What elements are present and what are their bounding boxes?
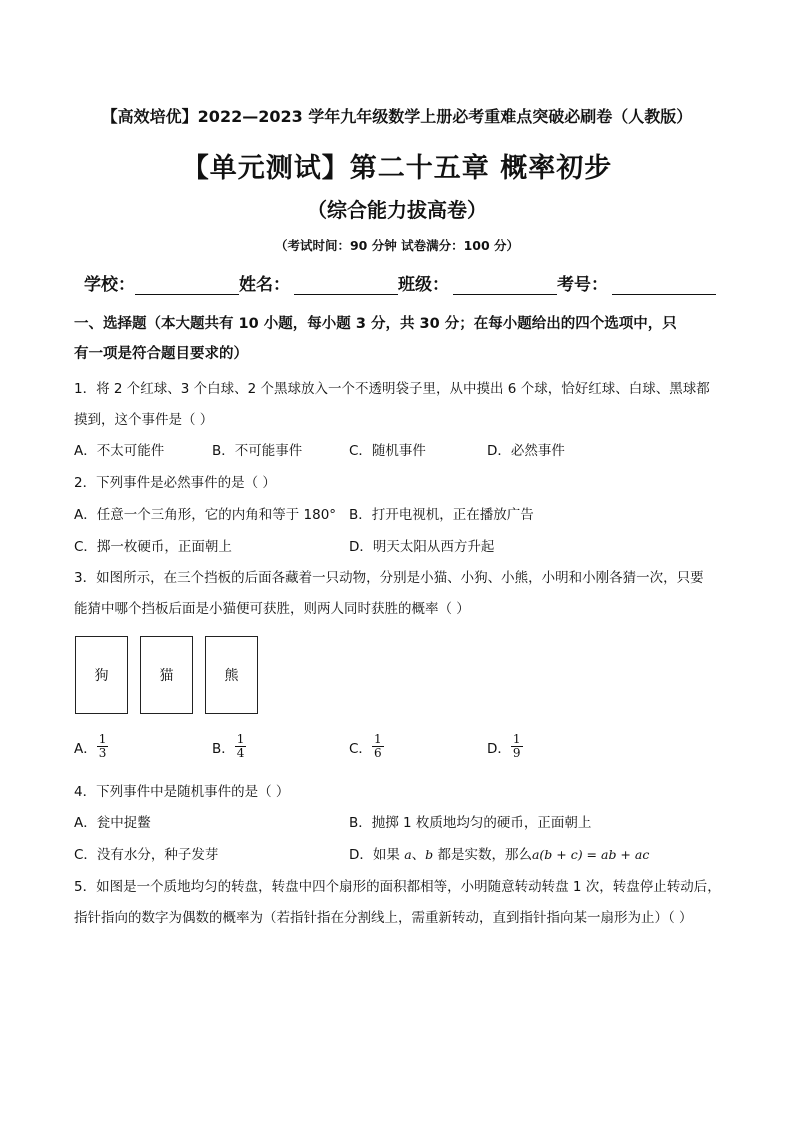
page-subtitle: （综合能力拔高卷） xyxy=(307,198,487,222)
q1-option-a[interactable]: A．不太可能件 xyxy=(74,443,165,459)
q3-option-b-den: 4 xyxy=(236,746,245,760)
q5-stem-line2: 指针指向的数字为偶数的概率为（若指针指在分割线上，需重新转动，直到指针指向某一扇形为止）（ ） xyxy=(74,910,693,926)
q1-option-b[interactable]: B．不可能事件 xyxy=(212,443,303,459)
q1-option-c[interactable]: C．随机事件 xyxy=(349,443,426,459)
card-dog xyxy=(75,636,128,714)
q4-option-b[interactable]: B．抛掷 1 枚质地均匀的硬币，正面朝上 xyxy=(349,815,592,831)
q3-option-b[interactable] xyxy=(212,733,246,760)
q3-option-c[interactable] xyxy=(349,733,384,760)
q2-option-d[interactable]: D．明天太阳从西方升起 xyxy=(349,539,495,555)
page-title: 【单元测试】第二十五章 概率初步 xyxy=(181,153,613,184)
q4-option-d-var-a: a xyxy=(404,847,412,862)
q2-option-a[interactable]: A．任意一个三角形，它的内角和等于 180° xyxy=(74,507,337,523)
q3-option-d-label: D． xyxy=(487,740,511,757)
q1-option-d[interactable]: D．必然事件 xyxy=(487,443,565,459)
q3-option-d-den: 9 xyxy=(512,746,521,760)
school-label: 学校： xyxy=(84,275,135,295)
q3-stem-line2: 能猜中哪个挡板后面是小猫便可获胜，则两人同时获胜的概率（ ） xyxy=(74,601,470,617)
q3-option-a-num: 1 xyxy=(98,732,107,746)
q2-stem: 2．下列事件是必然事件的是（ ） xyxy=(74,475,276,491)
exam-no-label: 考号： xyxy=(557,275,608,295)
exam-info: （考试时间：90 分钟 试卷满分：100 分） xyxy=(274,238,520,253)
q3-option-b-fraction xyxy=(235,733,247,760)
q3-option-c-num: 1 xyxy=(373,732,382,746)
student-info-row xyxy=(84,270,716,295)
q4-option-d-mid: 都是实数，那么 xyxy=(433,847,532,863)
series-title: 【高效培优】2022—2023 学年九年级数学上册必考重难点突破必刷卷（人教版） xyxy=(101,107,693,126)
q1-stem-line2: 摸到，这个事件是（ ） xyxy=(74,412,214,428)
q4-option-d-formula: a(b + c) = ab + ac xyxy=(531,847,650,862)
q4-option-d-var-b: b xyxy=(425,847,434,862)
q4-option-d-sep: 、 xyxy=(411,847,426,863)
card-cat xyxy=(140,636,193,714)
q3-option-b-num: 1 xyxy=(236,732,245,746)
card-bear-label: 熊 xyxy=(224,668,239,684)
q4-option-c[interactable]: C．没有水分，种子发芽 xyxy=(74,847,219,863)
q1-stem-line1: 1．将 2 个红球、3 个白球、2 个黑球放入一个不透明袋子里，从中摸出 6 个球，恰好红球、白球、黑球都 xyxy=(74,381,710,397)
q3-option-c-fraction xyxy=(372,733,384,760)
q3-option-a-label: A． xyxy=(74,740,97,757)
q3-option-d-fraction xyxy=(511,733,523,760)
class-label: 班级： xyxy=(398,275,449,295)
card-dog-label: 狗 xyxy=(94,668,109,684)
name-label: 姓名： xyxy=(239,275,290,295)
card-cat-label: 猫 xyxy=(159,668,174,684)
q3-option-d-num: 1 xyxy=(512,732,521,746)
q3-option-d[interactable] xyxy=(487,733,523,760)
name-blank[interactable] xyxy=(294,276,398,295)
q4-option-d-prefix: D．如果 xyxy=(349,847,405,863)
q4-option-d[interactable] xyxy=(349,843,649,863)
q3-option-a-fraction xyxy=(97,733,109,760)
card-bear xyxy=(205,636,258,714)
q5-stem-line1: 5．如图是一个质地均匀的转盘，转盘中四个扇形的面积都相等，小明随意转动转盘 1 次，转盘停止转动后， xyxy=(74,879,721,895)
q3-option-a-den: 3 xyxy=(98,746,107,760)
school-blank[interactable] xyxy=(135,276,239,295)
q3-option-c-label: C． xyxy=(349,740,372,757)
q3-option-b-label: B． xyxy=(212,740,235,757)
exam-no-blank[interactable] xyxy=(612,276,716,295)
q2-option-c[interactable]: C．掷一枚硬币，正面朝上 xyxy=(74,539,232,555)
q3-stem-line1: 3．如图所示，在三个挡板的后面各藏着一只动物，分别是小猫、小狗、小熊，小明和小刚各猜一次，只要 xyxy=(74,570,704,586)
q3-option-a[interactable] xyxy=(74,733,108,760)
q4-stem: 4．下列事件中是随机事件的是（ ） xyxy=(74,784,290,800)
q2-option-b[interactable]: B．打开电视机，正在播放广告 xyxy=(349,507,534,523)
q3-option-c-den: 6 xyxy=(373,746,382,760)
class-blank[interactable] xyxy=(453,276,557,295)
q4-option-a[interactable]: A．瓮中捉鳖 xyxy=(74,815,151,831)
section1-heading-line1: 一、选择题（本大题共有 10 小题，每小题 3 分，共 30 分；在每小题给出的四个选项中，只 xyxy=(74,316,677,332)
section1-heading-line2: 有一项是符合题目要求的） xyxy=(74,346,248,362)
